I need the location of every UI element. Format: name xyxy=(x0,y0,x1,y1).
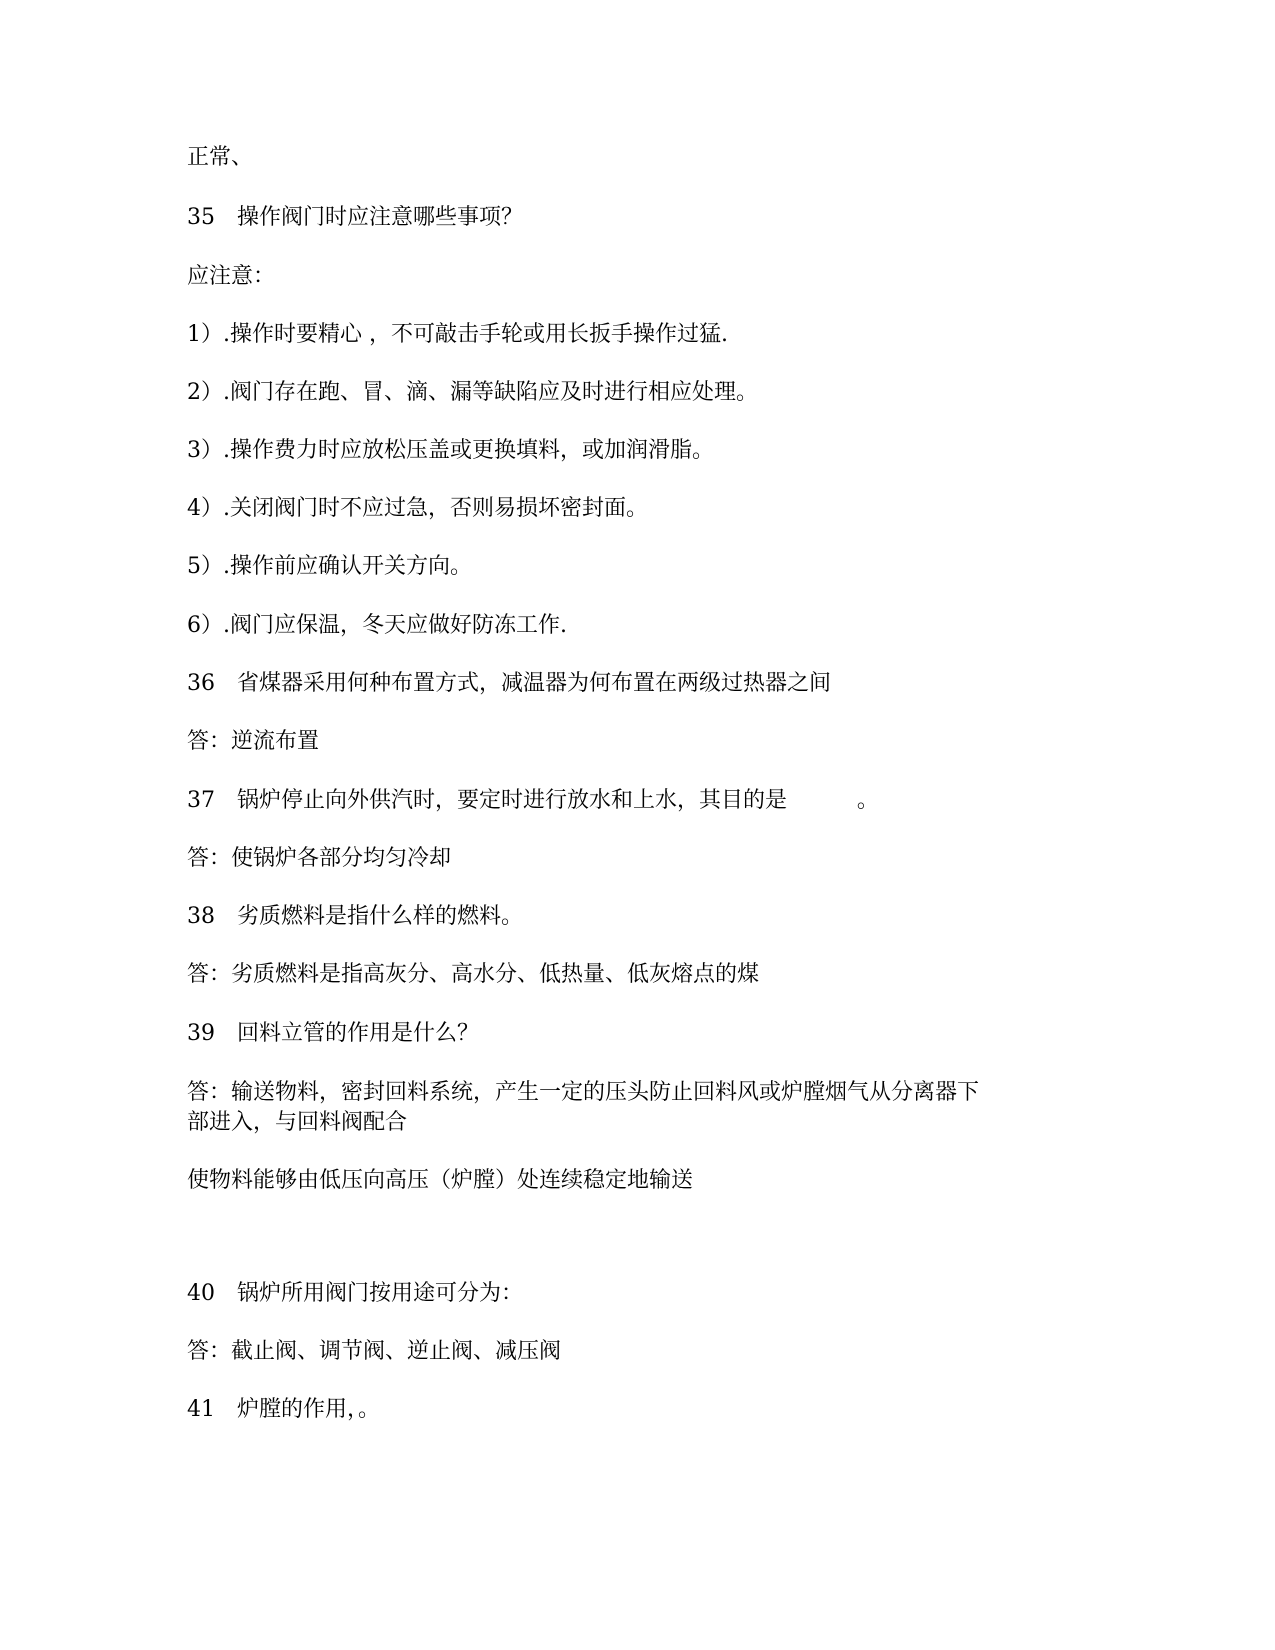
question-text: 省煤器采用何种布置方式，减温器为何布置在两级过热器之间 xyxy=(237,671,832,696)
answer-39-line-3: 使物料能够由低压向高压（炉膛）处连续稳定地输送 xyxy=(187,1168,694,1193)
question-text: 劣质燃料是指什么样的燃料。 xyxy=(237,904,524,929)
question-text: 操作阀门时应注意哪些事项？ xyxy=(237,205,524,230)
question-number: 36 xyxy=(187,671,215,696)
question-36 xyxy=(187,669,1087,699)
list-item: 2）.阀门存在跑、冒、滴、漏等缺陷应及时进行相应处理。 xyxy=(187,380,758,405)
answer-39-line-1: 答：输送物料，密封回料系统，产生一定的压头防止回料风或炉膛烟气从分离器下 xyxy=(187,1080,980,1105)
answer-39-line-2: 部进入，与回料阀配合 xyxy=(187,1110,408,1135)
question-text: 炉膛的作用，。 xyxy=(237,1397,381,1422)
answer-38: 答：劣质燃料是指高灰分、高水分、低热量、低灰熔点的煤 xyxy=(187,962,760,987)
question-number: 41 xyxy=(187,1397,215,1422)
list-item: 4）.关闭阀门时不应过急，否则易损坏密封面。 xyxy=(187,496,648,521)
list-item: 6）.阀门应保温，冬天应做好防冻工作. xyxy=(187,613,567,638)
text-line: 正常、 xyxy=(187,145,254,170)
answer-36: 答：逆流布置 xyxy=(187,729,320,754)
question-41 xyxy=(187,1395,1087,1425)
list-item: 5）.操作前应确认开关方向。 xyxy=(187,554,472,579)
question-37 xyxy=(187,786,1087,816)
answer-37: 答：使锅炉各部分均匀冷却 xyxy=(187,846,452,871)
question-number: 35 xyxy=(187,205,215,230)
question-text: 锅炉所用阀门按用途可分为： xyxy=(237,1281,524,1306)
question-number: 38 xyxy=(187,904,215,929)
question-40 xyxy=(187,1279,1087,1309)
text-line: 应注意： xyxy=(187,264,276,289)
question-text: 锅炉停止向外供汽时，要定时进行放水和上水，其目的是 。 xyxy=(237,788,879,813)
question-number: 37 xyxy=(187,788,215,813)
list-item: 3）.操作费力时应放松压盖或更换填料，或加润滑脂。 xyxy=(187,438,714,463)
question-number: 39 xyxy=(187,1021,215,1046)
question-39 xyxy=(187,1019,1087,1049)
question-text: 回料立管的作用是什么？ xyxy=(237,1021,480,1046)
question-number: 40 xyxy=(187,1281,215,1306)
question-35 xyxy=(187,203,1087,233)
answer-40: 答：截止阀、调节阀、逆止阀、减压阀 xyxy=(187,1339,562,1364)
list-item: 1）.操作时要精心 ，不可敲击手轮或用长扳手操作过猛. xyxy=(187,322,728,347)
question-38 xyxy=(187,902,1087,932)
